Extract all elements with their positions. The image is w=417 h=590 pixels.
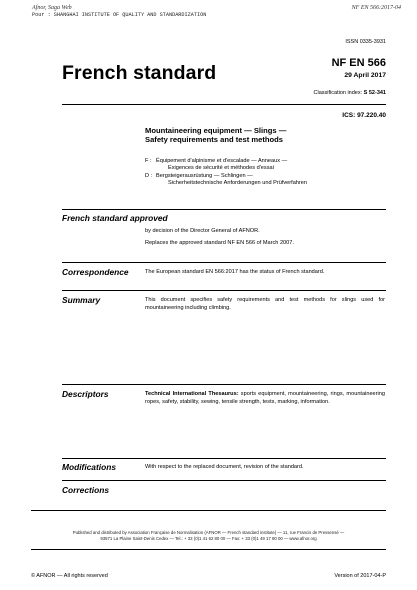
- correspondence-text: The European standard EN 566:2017 has the status of French standard.: [145, 269, 325, 275]
- translation-lang: F :: [145, 158, 152, 164]
- translation-lang: D :: [145, 172, 153, 179]
- descriptors-label: Descriptors: [62, 389, 109, 399]
- corrections-divider: [62, 480, 386, 481]
- approved-decision: by decision of the Director General of AFNOR.: [145, 228, 260, 234]
- approved-replaces: Replaces the approved standard NF EN 566 of March 2007.: [145, 240, 294, 246]
- translation-german: [145, 173, 385, 188]
- classification-code: S 52-341: [363, 90, 386, 96]
- subject-title: [145, 126, 375, 144]
- summary-text: This document specifies safety requirements and test methods for slings used for mountaineering including climbing.: [145, 297, 385, 311]
- approved-divider: [62, 209, 386, 210]
- translation-line-2: Sicherheitstechnische Anforderungen und Prüfverfahren: [168, 180, 307, 187]
- correspondence-label: Correspondence: [62, 267, 129, 277]
- modifications-divider: [62, 458, 386, 459]
- document-reference: NF EN 566:2017-04: [351, 5, 401, 11]
- subject-line-1: Mountaineering equipment — Slings —: [145, 126, 287, 135]
- descriptors-keywords: sports equipment, mountaineering, rings, mountaineering ropes, safety, stability, sewing, tensile strength, tests, marking, information.: [145, 391, 385, 405]
- publisher-line-1: Published and distributed by Association Française de Normalisation (AFNOR — French standard institute) — 11, rue Francis de Pressensé —: [72, 530, 345, 535]
- standard-number: NF EN 566: [331, 57, 386, 69]
- version-label: Version of 2017-04-P: [334, 573, 386, 579]
- summary-label: Summary: [62, 295, 101, 305]
- source-line: Afnor, Saga Web: [32, 5, 72, 11]
- publisher-info: [0, 530, 417, 543]
- footer-divider-bottom: [31, 549, 386, 550]
- translation-line-1: Bergsteigerausrüstung — Schlingen —: [156, 172, 253, 179]
- title-translations: [145, 158, 385, 188]
- classification-label: Classification index:: [313, 90, 364, 96]
- descriptors-lead: Technical International Thesaurus:: [145, 391, 239, 397]
- issn: ISSN 0335-3931: [345, 39, 386, 45]
- modifications-text: With respect to the replaced document, revision of the standard.: [145, 464, 304, 470]
- copyright-notice: © AFNOR — All rights reserved: [31, 573, 108, 579]
- subject-line-2: Safety requirements and test methods: [145, 135, 283, 144]
- translation-french: [145, 158, 385, 173]
- descriptors-divider: [62, 384, 386, 385]
- correspondence-divider: [62, 262, 386, 263]
- translation-text: [156, 173, 307, 188]
- approved-heading: French standard approved: [62, 213, 168, 223]
- title-divider: [62, 104, 386, 105]
- footer-divider-top: [31, 510, 386, 511]
- modifications-label: Modifications: [62, 462, 116, 472]
- summary-divider: [62, 290, 386, 291]
- translation-text: [156, 158, 287, 173]
- publisher-line-2: 93571 La Plaine Saint-Denis Cedex — Tel.: + 33 (0)1 41 62 80 00 — Fax: + 33 (0)1 49 17 90 00 — www.afnor.org: [100, 536, 317, 542]
- descriptors-text: [145, 391, 385, 406]
- page-title: French standard: [62, 62, 217, 84]
- publication-date: 29 April 2017: [344, 72, 386, 79]
- classification-index: [314, 90, 386, 96]
- translation-line-1: Équipement d'alpinisme et d'escalade — Anneaux —: [156, 158, 288, 164]
- translation-line-2: Exigences de sécurité et méthodes d'essai: [168, 165, 274, 172]
- corrections-label: Corrections: [62, 485, 110, 495]
- ics-code: ICS: 97.220.40: [342, 112, 386, 119]
- licensee-line: Pour : SHANGHAI INSTITUTE OF QUALITY AND STANDARDIZATION: [32, 12, 207, 18]
